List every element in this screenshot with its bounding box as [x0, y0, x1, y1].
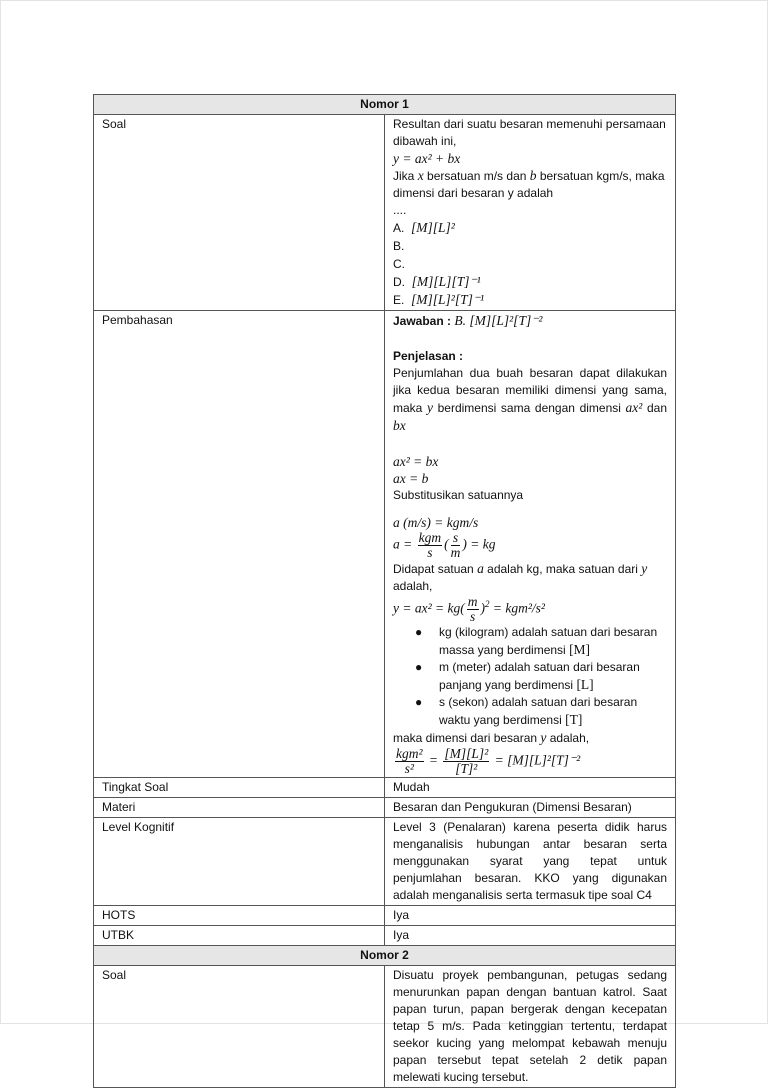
term-bx: bx: [393, 418, 406, 433]
question-1-header-row: [94, 95, 676, 115]
eq5-denominator: s: [469, 609, 476, 624]
utbk-value: Iya: [385, 926, 676, 946]
prompt-part: bersatuan m/s dan: [423, 169, 530, 183]
option-key: E.: [393, 293, 405, 307]
explanation-text: dan: [642, 401, 667, 415]
prompt-part: bersatuan kgm/s, maka dimensi dari besaran y adalah: [393, 169, 665, 200]
question-prompt: [393, 167, 667, 202]
question-table: [93, 94, 676, 1088]
final-equation: $\frac{\text{kgm²}}{\text{s²}}$ = $\frac{\text{[M][L]²}}{\text{[T]²}}$ = [M][L]²[T]⁻²: [396, 746, 581, 776]
var-x: x: [417, 168, 424, 183]
option-key: B.: [393, 239, 405, 253]
level-row: [94, 818, 676, 906]
materi-value: Besaran dan Pengukuran (Dimensi Besaran): [385, 798, 676, 818]
question-2-header-row: [94, 946, 676, 966]
final-numerator-2: [M][L]²: [444, 746, 489, 761]
option-key: A.: [393, 221, 405, 235]
eq3-rhs: kgm/s: [446, 515, 479, 530]
maka-text: maka dimensi dari besaran: [393, 731, 541, 745]
materi-row: [94, 798, 676, 818]
equation-4: a = $\frac{\text{kgm}}{s}$ ( $\frac{s}{m}$ ) = kg: [393, 530, 496, 560]
explanation-text: Penjumlahan dua buah besaran dapat dilakukan jika kedua besaran memiliki dimensi yang sama, maka: [393, 366, 667, 415]
equation-2: ax = b: [393, 471, 429, 486]
eq5-rhs: = kgm²/s²: [489, 600, 545, 616]
var-a: a: [477, 561, 484, 576]
didapat-text: adalah,: [393, 579, 433, 593]
bullet-kg: [415, 624, 667, 659]
option-b: [393, 237, 667, 255]
option-key: C.: [393, 257, 405, 271]
var-y: y: [540, 730, 547, 745]
maka-line: [393, 729, 667, 747]
option-d: [393, 273, 667, 291]
eq4-fraction: [418, 531, 443, 560]
explanation-label: Penjelasan :: [393, 349, 464, 363]
eq4-denominator: s: [427, 545, 433, 560]
question-1-title: Nomor 1: [94, 95, 676, 115]
explanation-paragraph: [393, 365, 667, 435]
final-fraction-2: [443, 747, 489, 776]
maka-text: adalah,: [546, 731, 590, 745]
bullet-dimension: [T]: [565, 712, 583, 727]
question-1-pembahasan-row: [94, 311, 676, 778]
hots-row: [94, 906, 676, 926]
equation-5: y = ax² = kg( $\frac{m}{s}$ )$^2$ = kgm²/s²: [393, 594, 545, 624]
option-value: [M][L]²[T]⁻¹: [411, 292, 485, 307]
eq4-mid-numerator: s: [451, 531, 461, 546]
prompt-part: Jika: [393, 169, 418, 183]
question-equation: y = ax² + bx: [393, 151, 461, 166]
tingkat-label: Tingkat Soal: [94, 778, 385, 798]
question-text: Resultan dari suatu besaran memenuhi persamaan dibawah ini,: [393, 117, 666, 148]
pembahasan-label: Pembahasan: [94, 311, 385, 778]
term-ax2: ax²: [625, 400, 643, 415]
question-2-soal-row: [94, 966, 676, 1088]
bullet-icon: ●: [415, 695, 423, 709]
hots-value: Iya: [385, 906, 676, 926]
didapat-line: [393, 560, 667, 595]
substitution-text: Substitusikan satuannya: [393, 488, 524, 502]
pembahasan-body: [385, 311, 676, 778]
option-value: [M][L]²: [411, 220, 455, 235]
bullet-text: kg (kilogram) adalah satuan dari besaran massa yang berdimensi: [439, 625, 658, 657]
explanation-text: berdimensi sama dengan dimensi: [432, 401, 626, 415]
soal-label: Soal: [94, 115, 385, 311]
question-2-text: Disuatu proyek pembangunan, petugas sedang menurunkan papan dengan bantuan katrol. Saat papan turun, papan bergerak dengan kecepatan tetap 5 m/s. Pada ketinggian tertentu, terdapat seekor kucing yang melompat kebawah menuju papan tersebut tepat setelah 2 detik papan melewati kucing tersebut.: [385, 966, 676, 1088]
answer-label: Jawaban :: [393, 314, 452, 328]
option-a: [393, 219, 667, 237]
final-fraction-1: [395, 747, 424, 776]
didapat-text: Didapat satuan: [393, 562, 478, 576]
eq4-numerator: kgm: [418, 530, 442, 545]
eq4-mid-denominator: m: [450, 545, 461, 560]
question-dots: ....: [393, 203, 407, 217]
explanation-title: [393, 348, 667, 365]
option-e: [393, 291, 667, 309]
answer-line: [393, 312, 667, 330]
question-2-title: Nomor 2: [94, 946, 676, 966]
bullet-s: [415, 694, 667, 729]
tingkat-row: [94, 778, 676, 798]
bullet-text: m (meter) adalah satuan dari besaran panjang yang berdimensi: [439, 660, 640, 692]
utbk-row: [94, 926, 676, 946]
hots-label: HOTS: [94, 906, 385, 926]
level-value: Level 3 (Penalaran) karena peserta didik harus menganalisis hubungan antar besaran serta menggunakan syarat yang tepat untuk penjumlahan besaran. KKO yang digunakan adalah menganalisis serta termasuk tipe soal C4: [385, 818, 676, 906]
soal-label-2: Soal: [94, 966, 385, 1088]
bullet-m: [415, 659, 667, 694]
bullet-text: s (sekon) adalah satuan dari besaran waktu yang berdimensi: [439, 695, 638, 727]
question-1-soal-row: [94, 115, 676, 311]
tingkat-value: Mudah: [385, 778, 676, 798]
utbk-label: UTBK: [94, 926, 385, 946]
final-denominator-1: s²: [404, 761, 414, 776]
didapat-text: adalah kg, maka satuan dari: [483, 562, 642, 576]
eq4-mid-fraction: [451, 531, 461, 560]
var-b: b: [529, 168, 537, 183]
option-c: [393, 255, 667, 273]
option-value: [M][L][T]⁻¹: [411, 274, 481, 289]
eq5-fraction: [467, 595, 479, 624]
var-y: y: [426, 400, 433, 415]
eq4-rhs: = kg: [466, 536, 496, 552]
equation-1: ax² = bx: [393, 454, 439, 469]
bullet-dimension: [L]: [576, 677, 594, 692]
equation-3: [393, 514, 667, 531]
unit-bullet-list: [393, 624, 667, 729]
question-1-body: [385, 115, 676, 311]
materi-label: Materi: [94, 798, 385, 818]
eq3-lhs: a (m/s) =: [393, 515, 447, 530]
final-denominator-2: [T]²: [455, 761, 478, 776]
eq5-lhs: y = ax² = kg: [393, 600, 461, 616]
bullet-dimension: [M]: [569, 642, 591, 657]
bullet-icon: ●: [415, 660, 423, 674]
final-rhs: = [M][L]²[T]⁻²: [491, 752, 581, 768]
final-numerator-1: kgm²: [396, 746, 423, 761]
level-label: Level Kognitif: [94, 818, 385, 906]
bullet-icon: ●: [415, 625, 423, 639]
var-y: y: [641, 561, 648, 576]
option-key: D.: [393, 275, 405, 289]
eq4-lhs: a =: [393, 536, 416, 552]
eq5-numerator: m: [467, 594, 478, 609]
answer-value: B. [M][L]²[T]⁻²: [454, 313, 543, 328]
